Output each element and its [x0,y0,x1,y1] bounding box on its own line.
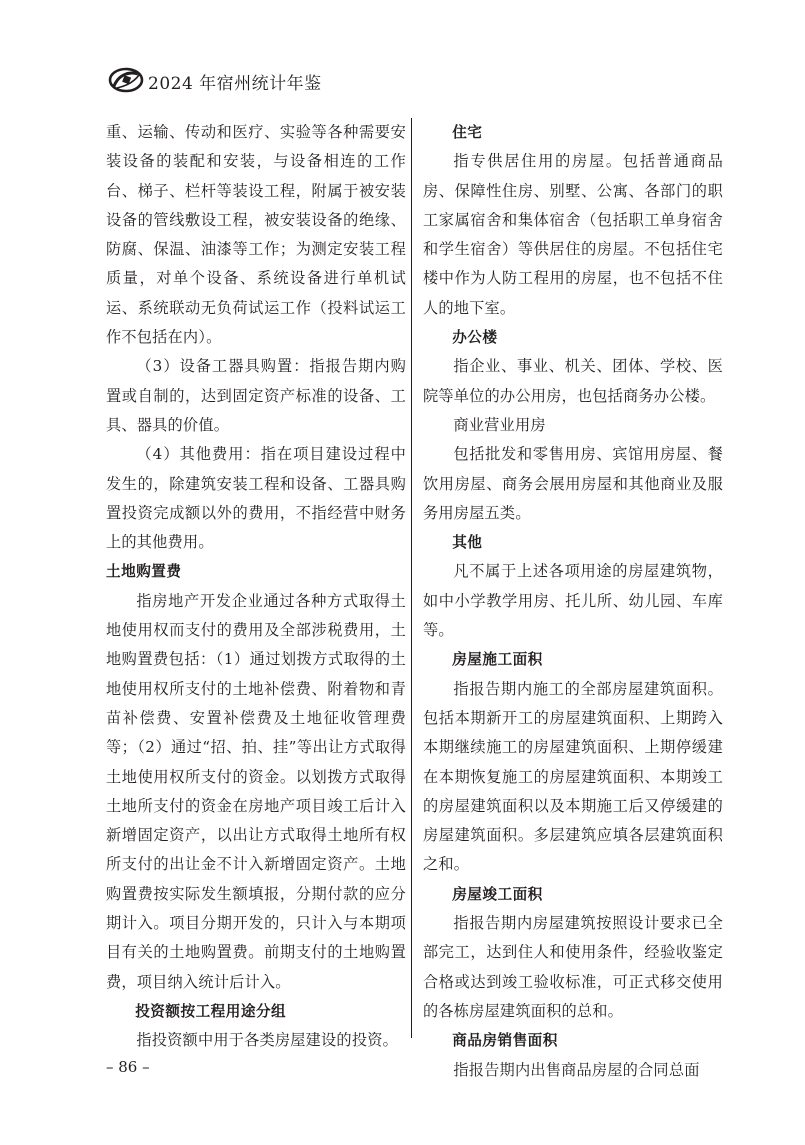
paragraph-equipment-purchase: （3）设备工器具购置：指报告期内购置或自制的，达到固定资产标准的设备、工具、器具的价值。 [106,357,406,434]
left-column [106,118,406,1056]
right-column [423,118,723,1085]
paragraph-housing: 指专供居住用的房屋。包括普通商品房、保障性住房、别墅、公寓、各部门的职工家属宿舍和集体宿舍（包括职工单身宿舍和学生宿舍）等供居住的房屋。不包括住宅楼中作为人防工程用的房屋，也不包括不住人的地下室。 [423,152,723,317]
paragraph-install-equipment: 重、运输、传动和医疗、实验等各种需要安装设备的装配和安装，与设备相连的工作台、梯子、栏杆等装设工程，附属于被安装设备的管线敷设工程，被安装设备的绝缘、防腐、保温、油漆等工作；为测定安装工程质量，对单个设备、系统设备进行单机试运、系统联动无负荷试运工作（投料试运工作不包括在内）。 [106,123,406,347]
heading-other: 其他 [452,534,483,552]
heading-commercial: 商业营业用房 [453,415,546,434]
heading-invest-by-use: 投资额按工程用途分组 [135,1002,287,1020]
heading-floor-space-sold: 商品房销售面积 [452,1032,558,1050]
paragraph-commercial: 包括批发和零售用房、宾馆用房屋、餐饮用房屋、商务会展用房屋和其他商业及服务用房屋五类。 [423,445,723,522]
page-header [108,62,708,102]
paragraph-floor-space-under-construction: 指报告期内施工的全部房屋建筑面积。包括本期新开工的房屋建筑面积、上期跨入本期继续施工的房屋建筑面积、上期停缓建在本期恢复施工的房屋建筑面积、本期竣工的房屋建筑面积以及本期施工后又停缓建的房屋建筑面积。多层建筑应填各层建筑面积之和。 [423,679,723,874]
heading-housing: 住宅 [452,124,483,141]
heading-floor-space-under-construction: 房屋施工面积 [452,651,543,669]
paragraph-floor-space-completed: 指报告期内房屋建筑按照设计要求已全部完工，达到住人和使用条件，经验收鉴定合格或达到竣工验收标准，可正式移交使用的各栋房屋建筑面积的总和。 [423,914,723,1020]
yearbook-logo-icon [108,66,144,94]
column-divider [411,118,412,1038]
paragraph-floor-space-sold: 指报告期内出售商品房屋的合同总面 [453,1060,700,1079]
paragraph-other-costs: （4）其他费用：指在项目建设过程中发生的，除建筑安装工程和设备、工器具购置投资完成额以外的费用，不指经营中财务上的其他费用。 [106,445,406,552]
heading-office: 办公楼 [452,329,498,347]
paragraph-land-purchase: 指房地产开发企业通过各种方式取得土地使用权而支付的费用及全部涉税费用，土地购置费包括：（1）通过划拨方式取得的土地使用权所支付的土地补偿费、附着物和青苗补偿费、安置补偿费及土地征收管理费等；（2）通过“招、拍、挂”等出让方式取得土地使用权所支付的资金。以划拨方式取得土地所支付的资金在房地产项目竣工后计入新增固定资产，以出让方式取得土地所有权所支付的出让金不计入新增固定资产。土地购置费按实际发生额填报，分期付款的应分期计入。项目分期开发的，只计入与本期项目有关的土地购置费。前期支付的土地购置费，项目纳入统计后计入。 [106,591,406,991]
paragraph-invest-by-use: 指投资额中用于各类房屋建设的投资。 [136,1031,398,1050]
paragraph-office: 指企业、事业、机关、团体、学校、医院等单位的办公用房，也包括商务办公楼。 [423,357,723,405]
paragraph-other: 凡不属于上述各项用途的房屋建筑物，如中小学教学用房、托儿所、幼儿园、车库等。 [423,562,723,640]
heading-floor-space-completed: 房屋竣工面积 [452,885,543,903]
page-number: – 86 – [106,1058,150,1076]
header-title: 2024 年宿州统计年鉴 [148,74,322,94]
heading-land-purchase: 土地购置费 [106,563,182,581]
